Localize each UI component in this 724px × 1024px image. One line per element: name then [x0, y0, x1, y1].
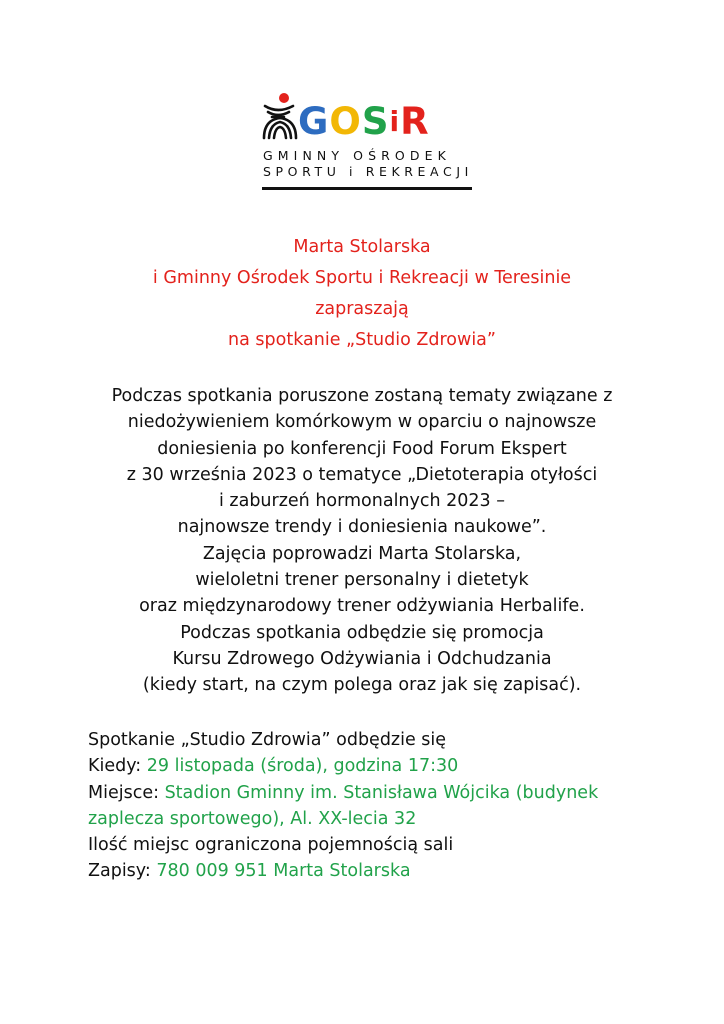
description-line: najnowsze trendy i doniesienia naukowe”. — [177, 517, 547, 538]
signup-label: Zapisy: — [88, 861, 151, 882]
details-signup — [88, 858, 688, 884]
description-line: niedożywieniem komórkowym w oparciu o najnowsze — [127, 412, 597, 433]
description-line: doniesienia po konferencji Food Forum Ekspert — [157, 438, 567, 459]
invitation-block — [0, 232, 724, 356]
where-label: Miejsce: — [88, 782, 159, 803]
description-line: Podczas spotkania poruszone zostaną tematy związane z — [111, 386, 613, 406]
signup-value: 780 009 951 Marta Stolarska — [156, 861, 411, 882]
details-where — [88, 780, 688, 806]
details-capacity: Ilość miejsc ograniczona pojemnością sali — [88, 835, 454, 856]
description-line: (kiedy start, na czym polega oraz jak się zapisać). — [142, 675, 582, 696]
gosir-wordmark — [298, 98, 430, 142]
description-line: oraz międzynarodowy trener odżywiania Herbalife. — [139, 596, 585, 617]
logo-letter-i: i — [389, 105, 401, 138]
logo-letter-s: S — [361, 100, 390, 143]
details-when — [88, 753, 688, 779]
invite-line: zapraszają — [315, 299, 409, 319]
invite-line: i Gminny Ośrodek Sportu i Rekreacji w Teresinie — [152, 268, 572, 288]
event-details — [88, 727, 688, 885]
description-line: Zajęcia poprowadzi Marta Stolarska, — [202, 543, 522, 564]
logo-letter-r: R — [400, 100, 430, 143]
description-line: Podczas spotkania odbędzie się promocja — [180, 622, 544, 643]
logo-tagline-1: GMINNY OŚRODEK — [263, 148, 451, 163]
when-label: Kiedy: — [88, 756, 142, 777]
invite-line: na spotkanie „Studio Zdrowia” — [228, 330, 496, 350]
invite-line: Marta Stolarska — [293, 237, 431, 257]
when-value: 29 listopada (środa), godzina 17:30 — [146, 756, 459, 777]
description-line: Kursu Zdrowego Odżywiania i Odchudzania — [172, 648, 552, 669]
where-value: Stadion Gminny im. Stanisława Wójcika (budynek — [164, 782, 599, 803]
logo-underline — [262, 187, 472, 190]
description-line: z 30 września 2023 o tematyce „Dietoterapia otyłości — [126, 464, 598, 485]
logo-letter-o: O — [329, 100, 362, 143]
description-line: wieloletni trener personalny i dietetyk — [195, 570, 529, 591]
logo-letter-g: G — [298, 100, 330, 143]
gosir-logo — [262, 92, 473, 192]
logo-tagline-2: SPORTU i REKREACJI — [263, 164, 473, 179]
description-block — [0, 383, 724, 699]
where-value-continued: zaplecza sportowego), Al. XX-lecia 32 — [88, 808, 417, 829]
gosir-runner-icon — [262, 92, 298, 142]
description-line: i zaburzeń hormonalnych 2023 – — [218, 491, 506, 512]
details-intro: Spotkanie „Studio Zdrowia” odbędzie się — [88, 730, 447, 750]
